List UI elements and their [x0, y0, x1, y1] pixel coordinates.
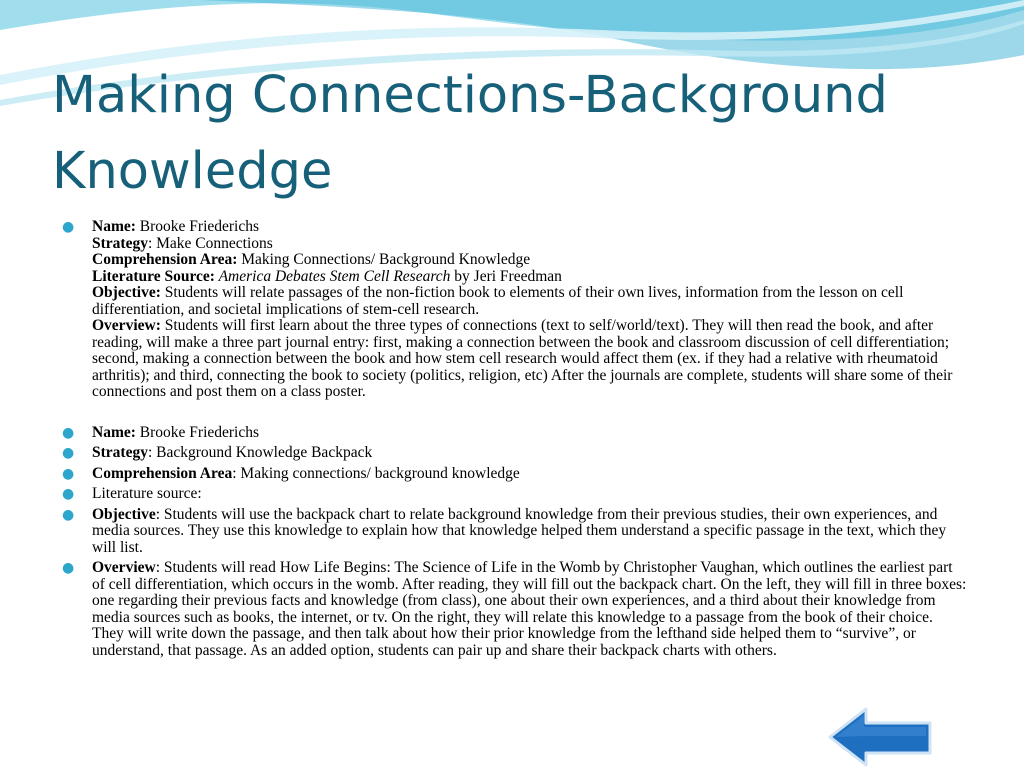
bullet-icon: ● — [62, 486, 75, 502]
entry1-overview-line — [92, 318, 967, 401]
entry1-strategy-value: : Make Connections — [147, 234, 273, 252]
entry1-name-label: Name: — [92, 218, 136, 235]
entry2-literature-text: Literature source: — [92, 485, 202, 502]
entry2-overview-label: Overview — [92, 559, 156, 576]
slide-body-list — [62, 219, 967, 663]
entry2-comprehension-label: Comprehension Area — [92, 464, 233, 482]
list-item-entry2-name — [62, 425, 967, 442]
entry1-comprehension-line — [92, 252, 967, 269]
entry1-strategy-line — [92, 236, 967, 253]
entry1-comprehension-label: Comprehension Area: — [92, 251, 238, 268]
bullet-icon: ● — [62, 219, 75, 235]
list-item-entry1 — [62, 219, 967, 401]
entry2-strategy-value: : Background Knowledge Backpack — [147, 444, 373, 461]
entry1-literature-line — [92, 269, 967, 286]
entry1-objective-label: Objective: — [92, 284, 161, 301]
bullet-icon: ● — [62, 424, 75, 441]
list-item-entry2-overview — [62, 560, 967, 659]
left-arrow-icon[interactable] — [826, 706, 934, 768]
entry1-literature-label: Literature Source: — [92, 267, 215, 285]
entry1-overview-value: Students will first learn about the three types of connections (text to self/world/text). They will then read the book, and after reading, will make a three part journal entry: first, making a connection between the book and classroom discussion of cell differentiation; second, making a connection between the book and how stem cell research would affect them (ex. if they had a relative with rheumatoid arthritis); and third, connecting the book to society (politics, religion, etc) After the journals are complete, students will share some of their connections and post them on a class poster. — [92, 317, 953, 400]
list-item-entry2-strategy — [62, 445, 967, 462]
entry2-name-value: Brooke Friederichs — [135, 423, 260, 441]
entry1-overview-label: Overview: — [92, 317, 161, 334]
entry2-name-label: Name: — [92, 423, 136, 441]
bullet-icon: ● — [62, 506, 75, 523]
entry1-literature-title: America Debates Stem Cell Research — [214, 267, 451, 285]
entry1-name-line — [92, 219, 967, 236]
bullet-icon: ● — [62, 465, 75, 482]
list-item-entry2-objective — [62, 507, 967, 557]
entry1-literature-author: by Jeri Freedman — [450, 267, 562, 285]
entry2-objective-value: : Students will use the backpack chart to relate background knowledge from their previous studies, their own experiences, and media sources. They use this knowledge to explain how that knowledge helped them understand a specific passage in the text, which they will list. — [92, 505, 947, 556]
entry2-comprehension-value: : Making connections/ background knowledge — [232, 464, 520, 482]
entry2-strategy-label: Strategy — [92, 444, 148, 461]
list-item-entry2-comprehension — [62, 466, 967, 483]
bullet-icon: ● — [62, 560, 75, 576]
list-item-entry2-literature — [62, 486, 967, 503]
entry1-name-value: Brooke Friederichs — [135, 218, 260, 235]
slide-title: Making Connections-Background Knowledge — [52, 66, 888, 201]
entry1-strategy-label: Strategy — [92, 234, 148, 252]
entry1-comprehension-value: Making Connections/ Background Knowledge — [237, 251, 531, 268]
entry2-objective-label: Objective — [92, 505, 156, 523]
entry2-overview-value: : Students will read How Life Begins: The Science of Life in the Womb by Christopher Vaughan, which outlines the earliest part of cell differentiation, which occurs in the womb. After reading, they will fill out the backpack chart. On the left, they will fill in three boxes: one regarding their previous facts and knowledge (from class), one about their own experiences, and a third about their knowledge from media sources such as books, the internet, or tv. On the right, they will relate this knowledge to a passage from the book of their choice. They will write down the passage, and then talk about how their prior knowledge from the lefthand side helped them to “survive”, or understand, that passage. As an added option, students can pair up and share their backpack charts with others. — [92, 559, 967, 659]
entry1-objective-line — [92, 285, 967, 318]
entry1-objective-value: Students will relate passages of the non-fiction book to elements of their own lives, information from the lesson on cell differentiation, and societal implications of stem-cell research. — [92, 284, 904, 318]
bullet-icon: ● — [62, 445, 75, 461]
